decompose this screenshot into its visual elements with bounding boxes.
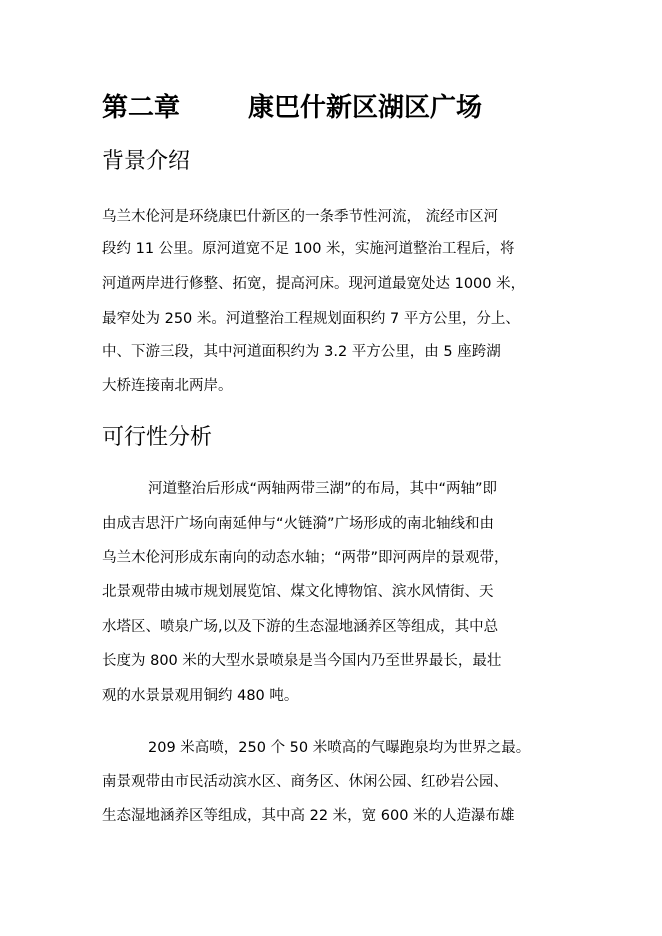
paragraph-line: 河道整治后形成“两轴两带三湖”的布局，其中“两轴”即 — [148, 481, 498, 497]
paragraph-line: 最窄处为 250 米。河道整治工程规划面积约 7 平方公里，分上、 — [102, 311, 520, 327]
paragraph-line: 河道两岸进行修整、拓宽，提高河床。现河道最宽处达 1000 米， — [102, 276, 526, 292]
chapter-number: 第二章 — [102, 93, 181, 123]
paragraph-line: 生态湿地涵养区等组成，其中高 22 米，宽 600 米的人造瀑布雄 — [102, 808, 515, 824]
paragraph-line: 乌兰木伦河形成东南向的动态水轴；“两带”即河两岸的景观带， — [102, 550, 509, 566]
paragraph-line: 北景观带由城市规划展览馆、煤文化博物馆、滨水风情街、天 — [102, 584, 494, 600]
paragraph-line: 209 米高喷，250 个 50 米喷高的气曝跑泉均为世界之最。 — [148, 740, 531, 756]
chapter-title — [102, 88, 482, 128]
section-heading-background: 背景介绍 — [102, 149, 191, 174]
paragraph-line: 长度为 800 米的大型水景喷泉是当今国内乃至世界最长，最壮 — [102, 653, 502, 669]
paragraph-line: 中、下游三段，其中河道面积约为 3.2 平方公里，由 5 座跨湖 — [102, 344, 501, 360]
chapter-name: 康巴什新区湖区广场 — [248, 93, 483, 123]
paragraph-line: 水塔区、喷泉广场,以及下游的生态湿地涵养区等组成，其中总 — [102, 619, 499, 635]
paragraph-line: 乌兰木伦河是环绕康巴什新区的一条季节性河流， 流经市区河 — [102, 209, 499, 225]
section-heading-feasibility: 可行性分析 — [102, 425, 213, 450]
paragraph-line: 段约 11 公里。原河道宽不足 100 米，实施河道整治工程后，将 — [102, 241, 515, 257]
paragraph-line: 大桥连接南北两岸。 — [102, 378, 233, 394]
paragraph-line: 观的水景景观用铜约 480 吨。 — [102, 688, 299, 704]
paragraph-line: 南景观带由市民活动滨水区、商务区、休闲公园、红砂岩公园、 — [102, 774, 508, 790]
paragraph-line: 由成吉思汗广场向南延伸与“火链漪”广场形成的南北轴线和由 — [102, 516, 495, 532]
